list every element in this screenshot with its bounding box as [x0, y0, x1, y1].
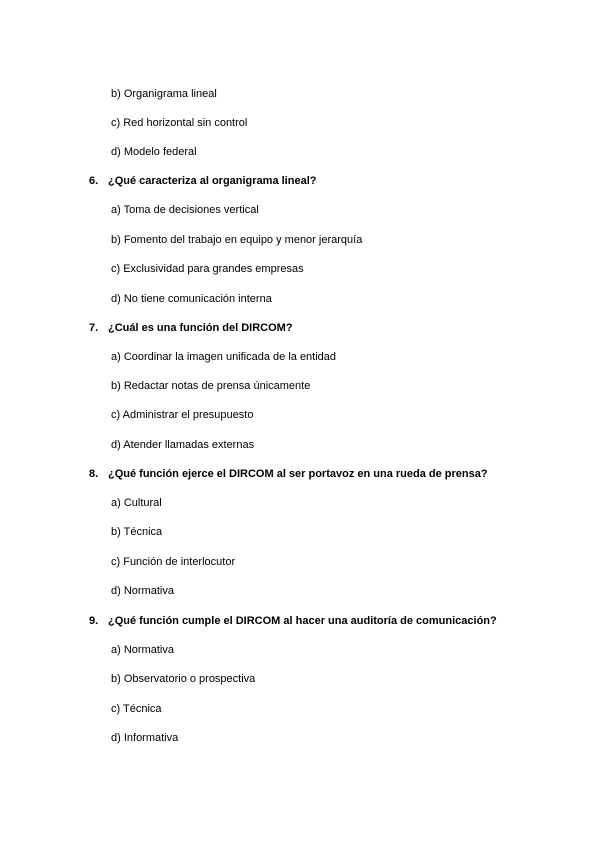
option-7a: a) Coordinar la imagen unificada de la entidad: [111, 351, 337, 363]
option-8a: a) Cultural: [111, 497, 162, 509]
option-6c: c) Exclusividad para grandes empresas: [111, 263, 304, 275]
option-7b: b) Redactar notas de prensa únicamente: [111, 380, 311, 392]
option-5c: c) Red horizontal sin control: [111, 117, 248, 129]
option-7c: c) Administrar el presupuesto: [111, 409, 254, 421]
option-8c: c) Función de interlocutor: [111, 556, 236, 568]
option-6b: b) Fomento del trabajo en equipo y menor jerarquía: [111, 234, 363, 246]
question-9-text: ¿Qué función cumple el DIRCOM al hacer una auditoría de comunicación?: [108, 615, 497, 627]
question-6-number: 6.: [89, 175, 99, 187]
option-9a: a) Normativa: [111, 644, 174, 656]
question-9-number: 9.: [89, 615, 99, 627]
option-5b: b) Organigrama lineal: [111, 88, 217, 100]
option-7d: d) Atender llamadas externas: [111, 439, 255, 451]
option-9b: b) Observatorio o prospectiva: [111, 673, 256, 685]
option-9c: c) Técnica: [111, 703, 162, 715]
option-8b: b) Técnica: [111, 526, 163, 538]
option-9d: d) Informativa: [111, 732, 179, 744]
question-7-number: 7.: [89, 322, 99, 334]
question-6-text: ¿Qué caracteriza al organigrama lineal?: [108, 175, 317, 187]
question-8-text: ¿Qué función ejerce el DIRCOM al ser portavoz en una rueda de prensa?: [108, 468, 488, 480]
option-6a: a) Toma de decisiones vertical: [111, 204, 259, 216]
option-8d: d) Normativa: [111, 585, 174, 597]
question-8-number: 8.: [89, 468, 99, 480]
option-6d: d) No tiene comunicación interna: [111, 293, 272, 305]
option-5d: d) Modelo federal: [111, 146, 197, 158]
question-7-text: ¿Cuál es una función del DIRCOM?: [108, 322, 293, 334]
